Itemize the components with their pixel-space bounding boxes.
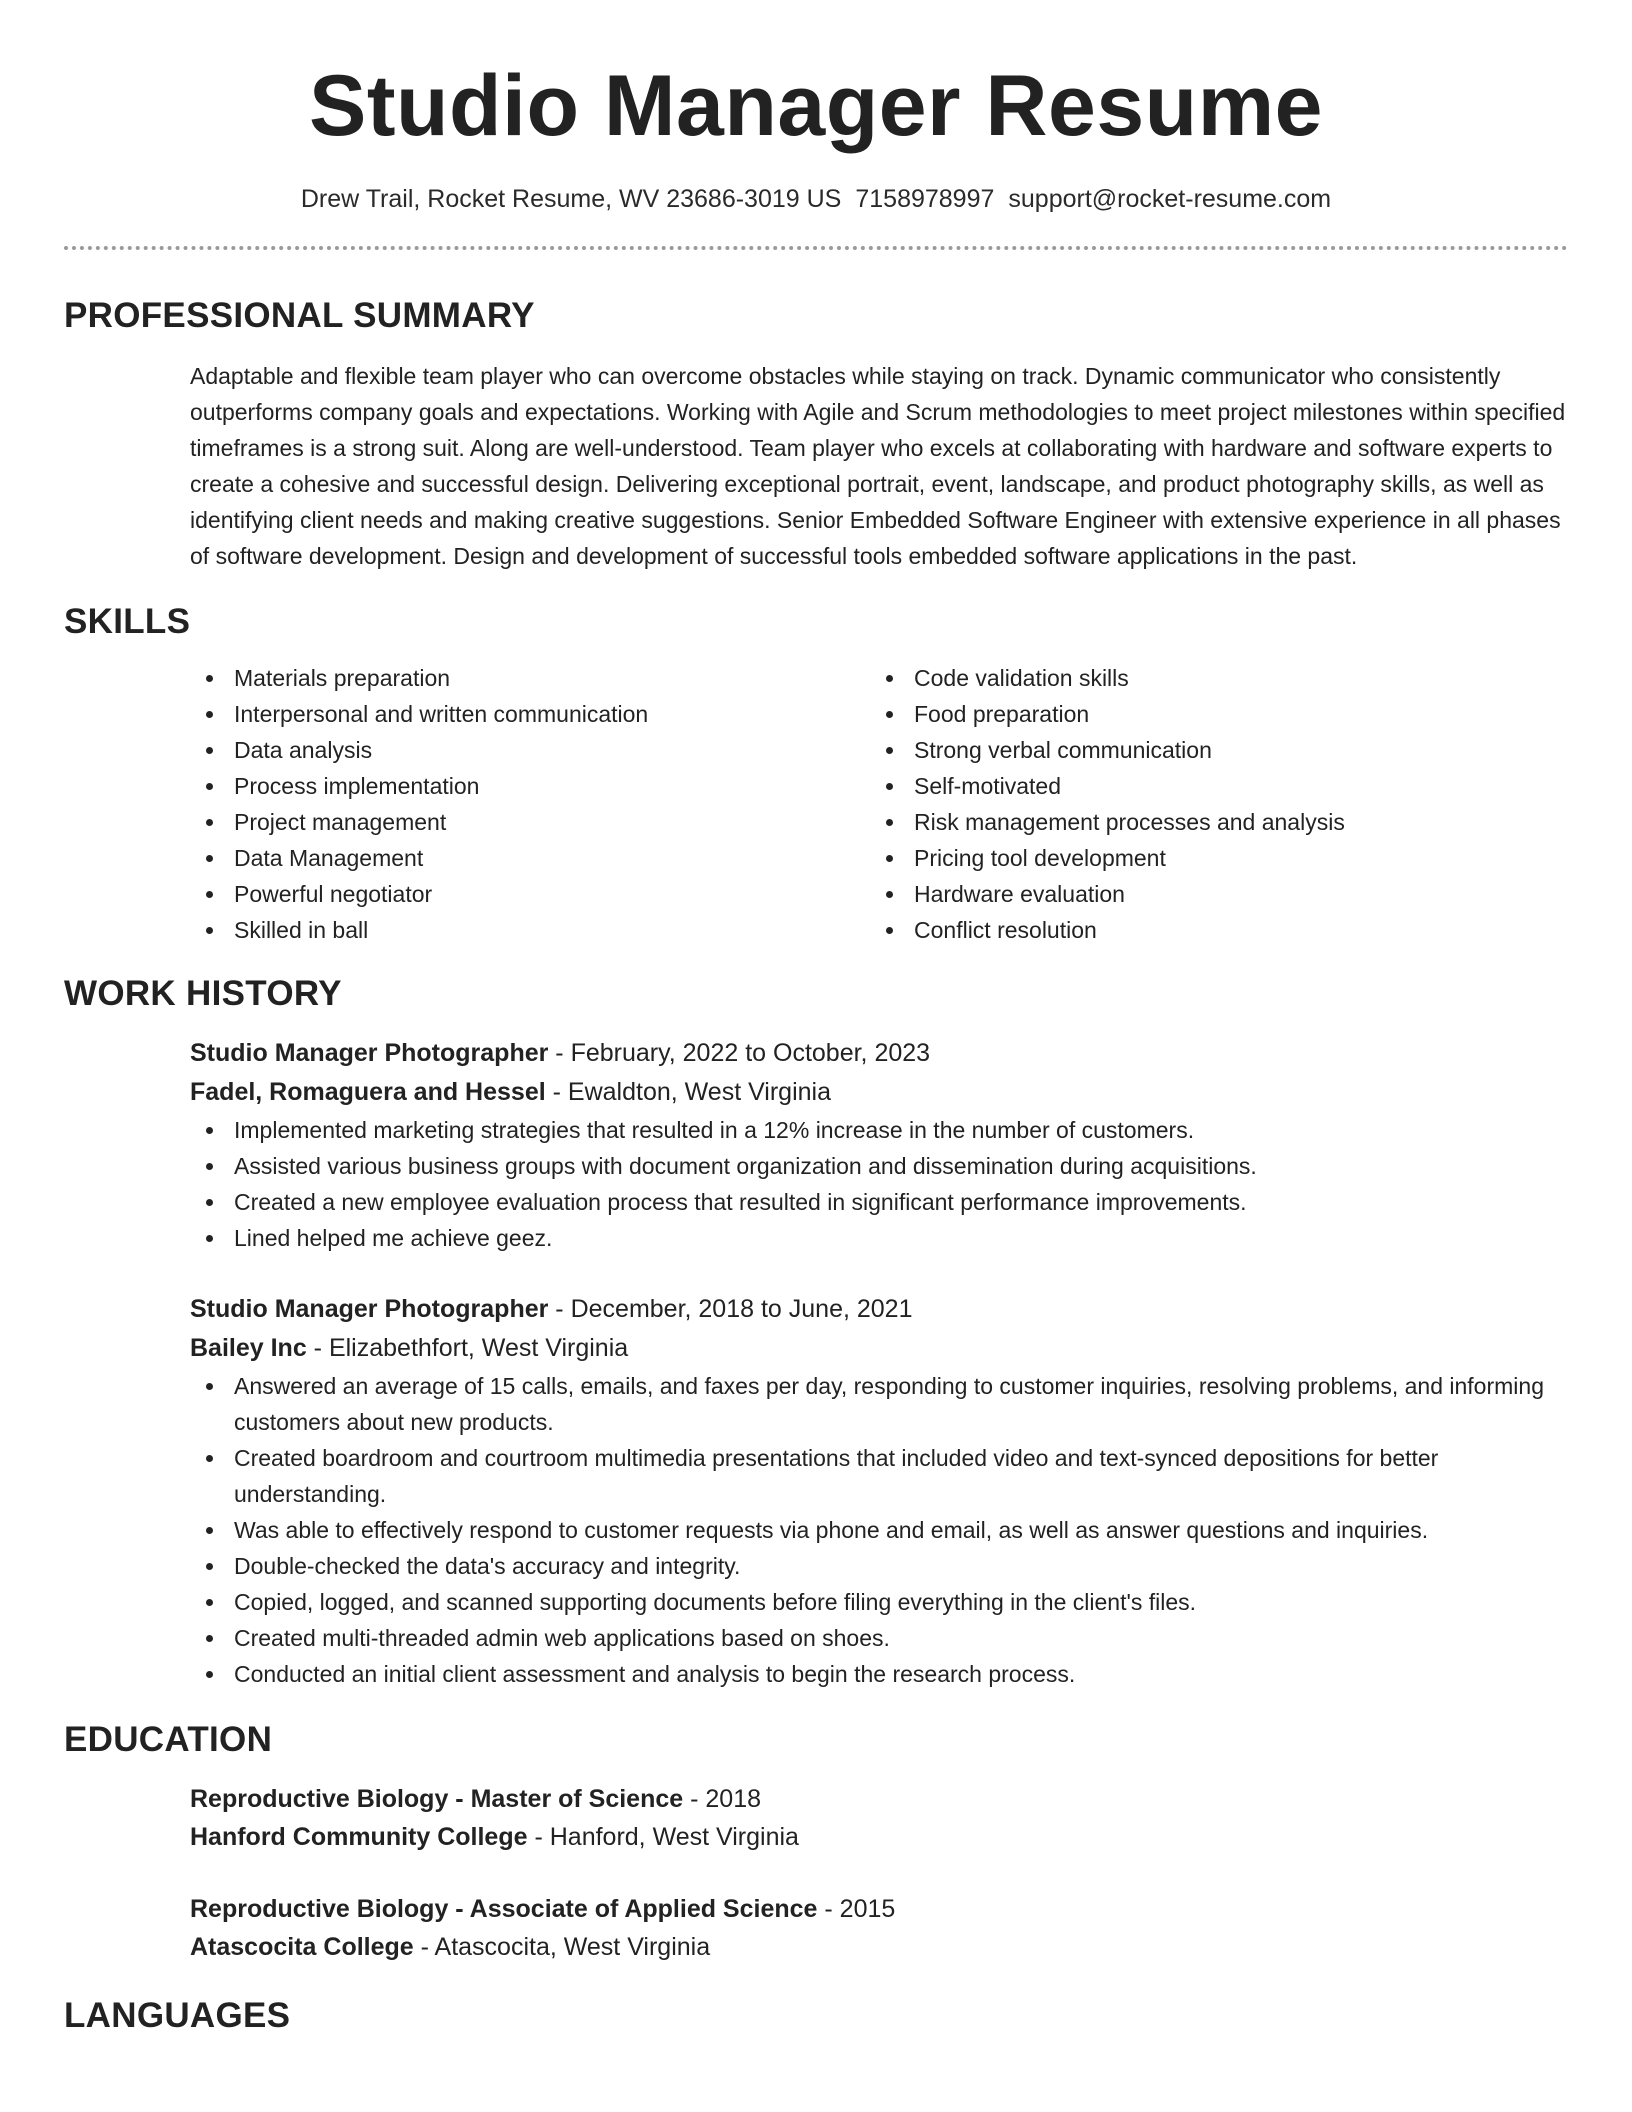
job-title-line: [190, 1290, 1568, 1329]
skill-item: Self-motivated: [870, 768, 1550, 804]
job-dates: - February, 2022 to October, 2023: [548, 1039, 931, 1067]
skill-item: Risk management processes and analysis: [870, 804, 1550, 840]
job-bullets: [190, 1368, 1568, 1692]
contact-line: [64, 182, 1568, 216]
job-bullet: Created multi-threaded admin web applications based on shoes.: [190, 1620, 1568, 1656]
contact-email: support@rocket-resume.com: [1008, 185, 1332, 213]
work-history-heading: WORK HISTORY: [64, 974, 342, 1013]
skill-item: Powerful negotiator: [190, 876, 870, 912]
skills-column-right: [870, 660, 1550, 948]
job-bullets: [190, 1112, 1568, 1256]
job-bullet: Assisted various business groups with document organization and dissemination during acquisitions.: [190, 1148, 1568, 1184]
header-divider: [64, 246, 1568, 250]
skill-item: Food preparation: [870, 696, 1550, 732]
education-year: - 2015: [817, 1895, 896, 1923]
job-title-line: [190, 1034, 1568, 1073]
job-location: - Elizabethfort, West Virginia: [306, 1334, 629, 1362]
skills-column-left: [190, 660, 870, 948]
skills-heading: SKILLS: [64, 602, 191, 641]
education-school: Atascocita College: [190, 1933, 414, 1961]
job-bullet: Copied, logged, and scanned supporting documents before filing everything in the client's files.: [190, 1584, 1568, 1620]
education-school: Hanford Community College: [190, 1823, 528, 1851]
skill-item: Conflict resolution: [870, 912, 1550, 948]
job-entry: [190, 1290, 1568, 1692]
job-bullet: Double-checked the data's accuracy and integrity.: [190, 1548, 1568, 1584]
skill-item: Materials preparation: [190, 660, 870, 696]
summary-heading: PROFESSIONAL SUMMARY: [64, 296, 535, 335]
skill-item: Interpersonal and written communication: [190, 696, 870, 732]
education-entry: [190, 1890, 1568, 1966]
skill-item: Strong verbal communication: [870, 732, 1550, 768]
skill-item: Data Management: [190, 840, 870, 876]
education-degree: Reproductive Biology - Associate of Applied Science: [190, 1895, 818, 1923]
job-company-line: [190, 1073, 1568, 1112]
job-title: Studio Manager Photographer: [190, 1039, 549, 1067]
contact-address: Drew Trail, Rocket Resume, WV 23686-3019 US: [300, 185, 842, 213]
skill-item: Skilled in ball: [190, 912, 870, 948]
education-heading: EDUCATION: [64, 1720, 273, 1759]
job-company-line: [190, 1329, 1568, 1368]
education-school-line: [190, 1928, 1568, 1966]
skill-item: Project management: [190, 804, 870, 840]
education-degree-line: [190, 1890, 1568, 1928]
summary-text: Adaptable and flexible team player who can overcome obstacles while staying on track. Dynamic communicator who consistently outperforms company goals and expectations. Working with Agile and Scrum methodologies to meet project milestones within specified timeframes is a strong suit. Along are well-understood. Team player who excels at collaborating with hardware and software experts to create a cohesive and successful design. Delivering exceptional portrait, event, landscape, and product photography skills, as well as identifying client needs and making creative suggestions. Senior Embedded Software Engineer with extensive experience in all phases of software development. Design and development of successful tools embedded software applications in the past.: [190, 363, 1566, 569]
languages-heading: LANGUAGES: [64, 1996, 291, 2035]
job-company: Bailey Inc: [190, 1334, 307, 1362]
skill-item: Data analysis: [190, 732, 870, 768]
job-bullet: Conducted an initial client assessment and analysis to begin the research process.: [190, 1656, 1568, 1692]
job-bullet: Created a new employee evaluation process that resulted in significant performance improvements.: [190, 1184, 1568, 1220]
skill-item: Pricing tool development: [870, 840, 1550, 876]
education-year: - 2018: [683, 1785, 762, 1813]
education-degree: Reproductive Biology - Master of Science: [190, 1785, 684, 1813]
resume-title: Studio Manager Resume: [308, 58, 1324, 154]
job-company: Fadel, Romaguera and Hessel: [190, 1078, 546, 1106]
skill-item: Code validation skills: [870, 660, 1550, 696]
skill-item: Hardware evaluation: [870, 876, 1550, 912]
job-bullet: Created boardroom and courtroom multimedia presentations that included video and text-synced depositions for better understanding.: [190, 1440, 1568, 1512]
education-school-line: [190, 1818, 1568, 1856]
education-location: - Atascocita, West Virginia: [413, 1933, 711, 1961]
job-bullet: Implemented marketing strategies that resulted in a 12% increase in the number of customers.: [190, 1112, 1568, 1148]
job-bullet: Answered an average of 15 calls, emails, and faxes per day, responding to customer inquiries, resolving problems, and informing customers about new products.: [190, 1368, 1568, 1440]
job-bullet: Was able to effectively respond to customer requests via phone and email, as well as answer questions and inquiries.: [190, 1512, 1568, 1548]
skills-list: [190, 660, 1568, 948]
job-bullet: Lined helped me achieve geez.: [190, 1220, 1568, 1256]
job-entry: [190, 1034, 1568, 1256]
education-entry: [190, 1780, 1568, 1856]
education-location: - Hanford, West Virginia: [527, 1823, 799, 1851]
job-dates: - December, 2018 to June, 2021: [548, 1295, 913, 1323]
education-degree-line: [190, 1780, 1568, 1818]
contact-phone: 7158978997: [855, 185, 995, 213]
skill-item: Process implementation: [190, 768, 870, 804]
resume-page: [64, 0, 1568, 2038]
job-title: Studio Manager Photographer: [190, 1295, 549, 1323]
job-location: - Ewaldton, West Virginia: [545, 1078, 832, 1106]
